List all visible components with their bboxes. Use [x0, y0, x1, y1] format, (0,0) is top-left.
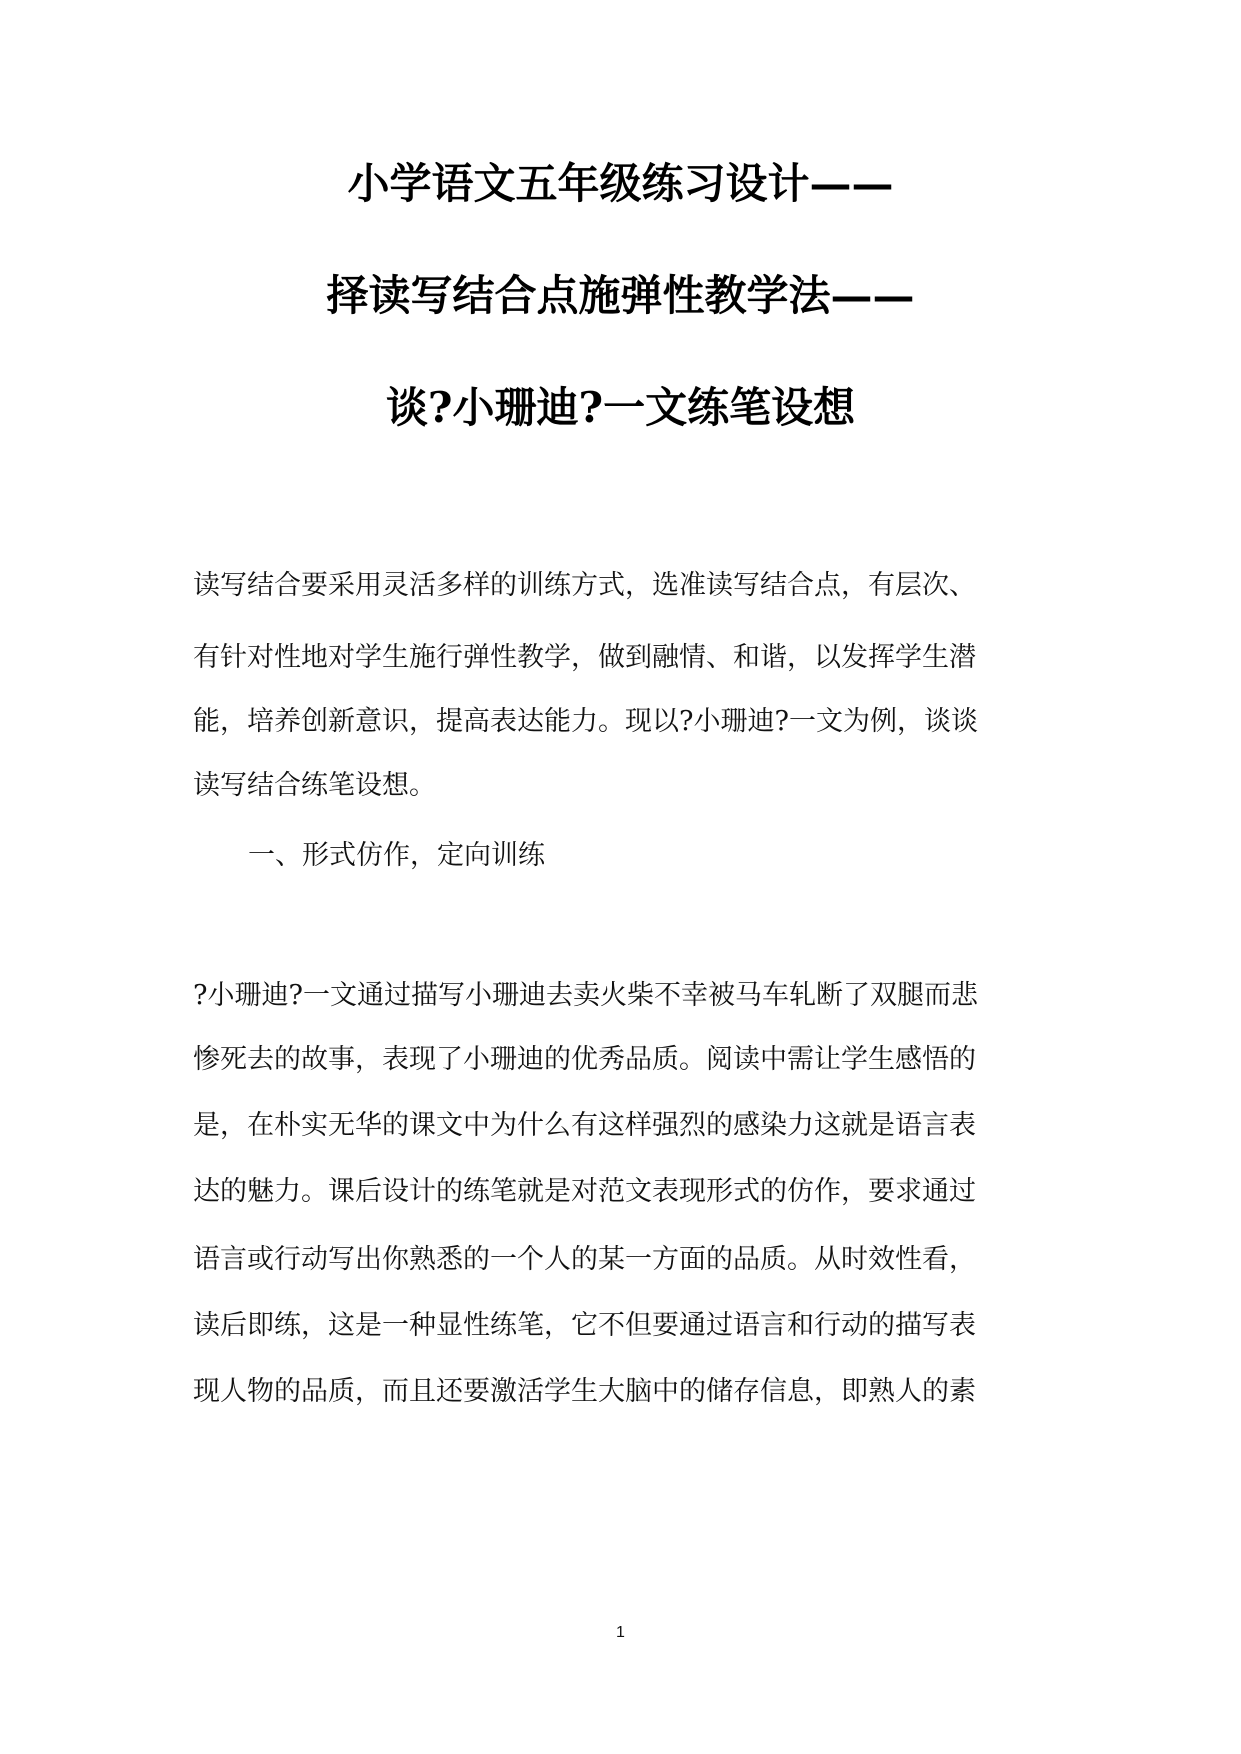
- section-heading: 一、形式仿作，定向训练: [248, 840, 545, 871]
- paragraph-2-line: ?小珊迪?一文通过描写小珊迪去卖火柴不幸被马车轧断了双腿而悲: [193, 980, 978, 1011]
- paragraph-2-line: 读后即练，这是一种显性练笔，它不但要通过语言和行动的描写表: [193, 1310, 976, 1341]
- title-line-2: 择读写结合点施弹性教学法——: [326, 271, 915, 320]
- paragraph-2-line: 惨死去的故事，表现了小珊迪的优秀品质。阅读中需让学生感悟的: [193, 1044, 976, 1075]
- paragraph-1-line: 读写结合要采用灵活多样的训练方式，选准读写结合点，有层次、: [193, 570, 976, 601]
- paragraph-1-line: 能，培养创新意识，提高表达能力。现以?小珊迪?一文为例，谈谈: [193, 706, 978, 737]
- paragraph-2-line: 达的魅力。课后设计的练笔就是对范文表现形式的仿作，要求通过: [193, 1176, 976, 1207]
- paragraph-2-line: 是，在朴实无华的课文中为什么有这样强烈的感染力这就是语言表: [193, 1110, 976, 1141]
- title-line-3: 谈?小珊迪?一文练笔设想: [385, 383, 856, 432]
- paragraph-1-line: 读写结合练笔设想。: [193, 770, 436, 801]
- paragraph-2-line: 现人物的品质，而且还要激活学生大脑中的储存信息，即熟人的素: [193, 1376, 976, 1407]
- paragraph-1-line: 有针对性地对学生施行弹性教学，做到融情、和谐，以发挥学生潜: [193, 642, 976, 673]
- page-number: 1: [616, 1624, 625, 1641]
- paragraph-2-line: 语言或行动写出你熟悉的一个人的某一方面的品质。从时效性看，: [193, 1244, 976, 1275]
- title-line-1: 小学语文五年级练习设计——: [347, 159, 894, 208]
